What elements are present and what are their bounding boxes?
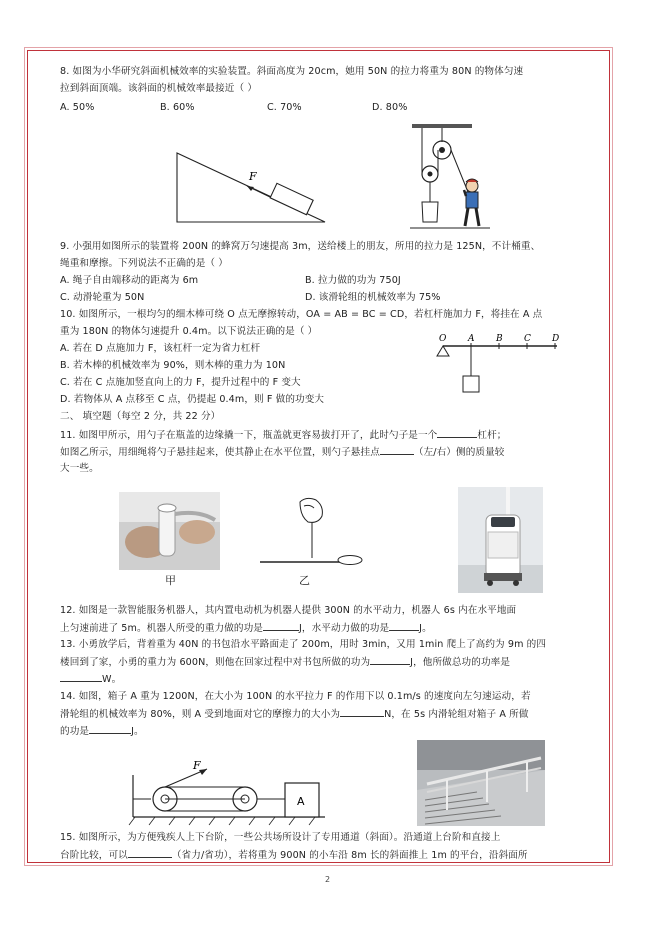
person-figure [464, 179, 479, 226]
q14-line2-text: 滑轮组的机械效率为 80%，则 A 受到地面对它的摩擦力的大小为 [60, 709, 341, 720]
q12-blank-1[interactable] [263, 621, 299, 631]
lever-label-a: A [468, 334, 475, 344]
spoon-bowl [338, 556, 362, 565]
q11-blank-2[interactable] [380, 445, 414, 455]
bucket [422, 202, 438, 222]
pulley-force-label: F [193, 759, 201, 772]
photo-service-robot [458, 487, 543, 593]
q10-option-b: B. 若木棒的机械效率为 90%，则木棒的重力为 10N [60, 360, 286, 371]
q11-line2-text: 如图乙所示，用细绳将勺子悬挂起来，使其静止在水平位置，则勺子悬挂点 [60, 447, 380, 458]
q9-option-b: B. 拉力做的功为 750J [305, 275, 401, 286]
q12-line2-mid: J，水平动力做的功是 [298, 623, 390, 634]
incline-block [270, 183, 313, 214]
photo-bottle-opening [119, 492, 220, 570]
lever-label-d: D [552, 334, 560, 344]
q8-option-b: B. 60% [160, 102, 195, 113]
photo-accessible-ramp [417, 740, 545, 826]
q11-blank-1[interactable] [437, 428, 477, 438]
q15-blank-1[interactable] [128, 848, 172, 858]
q14-line3-end: J。 [131, 726, 144, 737]
q8-line2: 拉到斜面顶端。该斜面的机械效率最接近（ ） [60, 83, 258, 94]
q13-line2 [60, 655, 510, 669]
page-number: 2 [325, 875, 331, 884]
q15-line2 [60, 848, 528, 862]
incline-diagram [175, 150, 330, 225]
caption-yi: 乙 [299, 574, 311, 587]
q12-line2-end: J。 [419, 623, 432, 634]
q13-line2-end: J，他所做总功的功率是 [410, 657, 511, 668]
q14-line3 [60, 724, 144, 738]
q8-option-d: D. 80% [372, 102, 408, 113]
q14-blank-2[interactable] [89, 724, 131, 734]
q11-line3: 大一些。 [60, 463, 99, 474]
hanging-weight [463, 376, 479, 392]
q8-option-a: A. 50% [60, 102, 95, 113]
q13-blank-2[interactable] [60, 672, 102, 682]
incline-force-label: F [249, 170, 257, 183]
q9-line2: 绳重和摩擦。下列说法不正确的是（ ） [60, 258, 228, 269]
q12-line1: 12. 如图是一款智能服务机器人，其内置电动机为机器人提供 300N 的水平动力，机器人 6s 内在水平地面 [60, 605, 517, 616]
q8-option-c: C. 70% [267, 102, 302, 113]
q9-line1: 9. 小强用如图所示的装置将 200N 的蜂窝万匀速提高 3m，送给楼上的朋友，所用的拉力是 125N，不计桶重、 [60, 241, 541, 252]
lever-label-o: O [439, 334, 447, 344]
q14-line2-end: N，在 5s 内滑轮组对箱子 A 所做 [384, 709, 529, 720]
q15-line2-end: （省力/省功），若将重为 900N 的小车沿 8m 长的斜面推上 1m 的平台，沿斜面所 [171, 850, 528, 861]
box-a-label: A [297, 795, 305, 808]
q12-blank-2[interactable] [389, 621, 419, 631]
q15-line2-text: 台阶比较，可以 [60, 850, 128, 861]
q10-option-d: D. 若物体从 A 点移至 C 点，仍提起 0.4m，则 F 做的功变大 [60, 394, 325, 405]
q11-line2-end: （左/右）侧的质量较 [413, 447, 505, 458]
q12-line2 [60, 621, 432, 635]
q11-line1-text: 11. 如图甲所示，用勺子在瓶盖的边缘撬一下，瓶盖就更容易拔打开了，此时勺子是一个 [60, 430, 438, 441]
q11-line1 [60, 428, 506, 442]
caption-jia: 甲 [165, 574, 177, 587]
lever-diagram [435, 332, 565, 404]
q10-line2: 重为 180N 的物体匀速提升 0.4m。以下说法正确的是（ ） [60, 326, 318, 337]
q13-blank-1[interactable] [370, 655, 410, 665]
q13-line3-unit: W。 [102, 674, 122, 685]
q15-line1: 15. 如图所示，为方便残疾人上下台阶，一些公共场所设计了专用通道（斜面）。沿通道上台阶和直接上 [60, 832, 501, 843]
q14-line3-text: 的功是 [60, 726, 90, 737]
q13-line2-text: 楼回到了家，小勇的重力为 600N，则他在回家过程中对书包所做的功为 [60, 657, 371, 668]
q9-option-d: D. 该滑轮组的机械效率为 75% [305, 292, 441, 303]
lever-label-b: B [496, 334, 503, 344]
horizontal-pulley-diagram [125, 755, 330, 827]
section-2-heading: 二、 填空题（每空 2 分，共 22 分） [60, 411, 221, 422]
hanging-spoon-diagram [260, 494, 365, 569]
q14-line1: 14. 如图，箱子 A 重为 1200N，在大小为 100N 的水平拉力 F 的作用下以 0.1m/s 的速度向左匀速运动，若 [60, 691, 531, 702]
q9-option-c: C. 动滑轮重为 50N [60, 292, 145, 303]
q13-line1: 13. 小勇放学后，背着重为 40N 的书包沿水平路面走了 200m，用时 3min，又用 1min 爬上了高约为 9m 的四 [60, 639, 547, 650]
lever-pivot [437, 346, 449, 356]
q14-line2 [60, 707, 529, 721]
pulley-diagram [408, 122, 493, 232]
q9-option-a: A. 绳子自由端移动的距离为 6m [60, 275, 199, 286]
q14-blank-1[interactable] [340, 707, 384, 717]
q12-line2-text: 上匀速前进了 5m。机器人所受的重力做的功是 [60, 623, 263, 634]
lever-label-c: C [524, 334, 531, 344]
q11-line1-end: 杠杆； [477, 430, 507, 441]
q13-line3 [60, 672, 121, 686]
q10-option-c: C. 若在 C 点施加竖直向上的力 F，提升过程中的 F 变大 [60, 377, 301, 388]
q10-line1: 10. 如图所示，一根均匀的细木棒可绕 O 点无摩擦转动，OA = AB = BC = CD，若杠杆施加力 F，将挂在 A 点 [60, 309, 543, 320]
q8-line1: 8. 如图为小华研究斜面机械效率的实验装置。斜面高度为 20cm，她用 50N 的拉力将重为 80N 的物体匀速 [60, 66, 524, 77]
q11-line2 [60, 445, 504, 459]
q10-option-a: A. 若在 D 点施加力 F，该杠杆一定为省力杠杆 [60, 343, 261, 354]
